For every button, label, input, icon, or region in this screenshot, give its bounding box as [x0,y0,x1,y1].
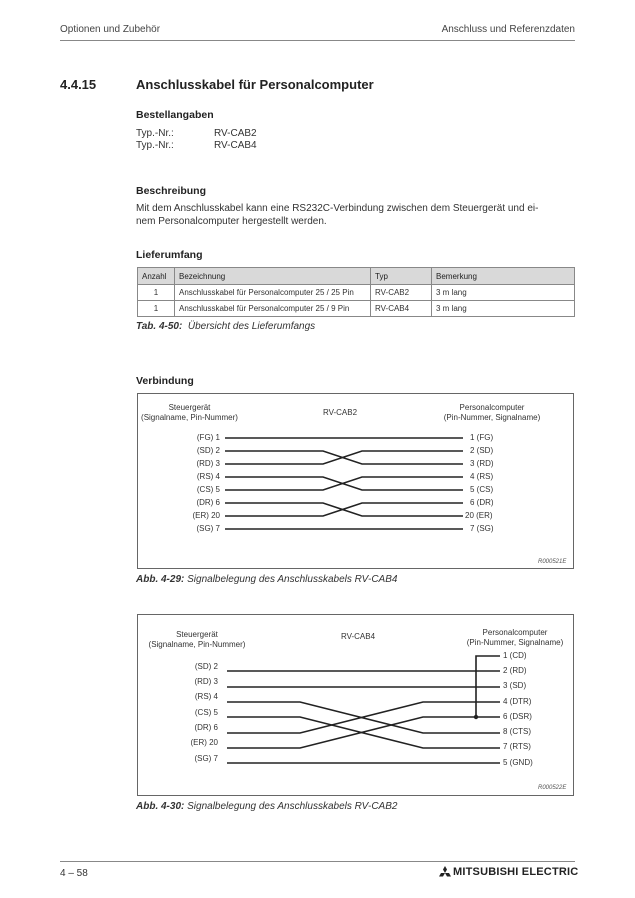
footer-rule [60,861,575,862]
diagram2-right-pin: 4 (DTR) [503,697,532,706]
diagram1-right-pin: 1 (FG) [470,433,494,442]
diagram1-right-title-2: (Pin-Nummer, Signalname) [443,413,541,422]
col-bemerkung: Bemerkung [432,268,575,285]
diagram2-right-pin: 6 (DSR) [503,712,532,721]
table-caption-text: Übersicht des Lieferumfangs [187,321,316,332]
diagram1-left-pin: (RS) 4 [196,472,220,481]
diagram1-left-pin: (FG) 1 [196,433,220,442]
diagram2-right-pin: 1 (CD) [503,651,527,660]
diagram1-left-pin: (ER) 20 [192,511,220,520]
description-line-2: nem Personalcomputer hergestellt werden. [136,216,327,227]
diagram1-right-pin: 7 (SG) [470,524,494,533]
diagram1-left-pin: (RD) 3 [196,459,220,468]
diagram2-left-pin: (RS) 4 [194,692,218,701]
col-typ: Typ [371,268,432,285]
diagram1-right-pin: 4 (RS) [470,472,494,481]
cell-anzahl: 1 [138,301,175,317]
cell-bezeichnung: Anschlusskabel für Personalcomputer 25 / 25 Pin [175,285,371,301]
diagram1-cable-name: RV-CAB2 [322,408,358,417]
figure1-caption-text: Signalbelegung des Anschlusskabels RV-CAB4 [187,574,398,585]
section-number: 4.4.15 [60,77,97,92]
cell-typ: RV-CAB2 [371,285,432,301]
page-number: 4 – 58 [60,868,88,879]
order-label-1: Typ.-Nr.: [136,128,174,139]
cell-bezeichnung: Anschlusskabel für Personalcomputer 25 / 9 Pin [175,301,371,317]
header-left: Optionen und Zubehör [60,24,161,35]
diagram2-left-pin: (SD) 2 [194,662,218,671]
figure2-caption-text: Signalbelegung des Anschlusskabels RV-CAB2 [187,801,398,812]
diagram1-left-pin: (DR) 6 [196,498,220,507]
diagram1-right-pin: 2 (SD) [470,446,494,455]
brand-name: MITSUBISHI ELECTRIC [453,866,579,878]
diagram1-right-pin: 5 (CS) [470,485,494,494]
scope-heading: Lieferumfang [136,249,203,261]
col-bezeichnung: Bezeichnung [175,268,371,285]
diagram1-right-pin: 20 (ER) [465,511,493,520]
diagram2-left-pin: (CS) 5 [194,708,218,717]
diagram2-right-pin: 3 (SD) [503,681,527,690]
table-caption-number: Tab. 4-50: [136,321,183,332]
figure2-caption-number: Abb. 4-30: [136,801,185,812]
figure2-caption [136,801,397,812]
diagram2-right-pin: 2 (RD) [503,666,527,675]
diagram1-right-pin: 6 (DR) [470,498,494,507]
diagram1-left-title-1: Steuergerät [168,403,211,412]
order-value-1: RV-CAB2 [214,128,257,139]
header-right: Anschluss und Referenzdaten [441,24,575,35]
diagram2-left-title-1: Steuergerät [176,630,218,639]
diagram1-left-pin: (SD) 2 [196,446,220,455]
description-heading: Beschreibung [136,185,207,197]
order-value-2: RV-CAB4 [214,140,257,151]
order-heading: Bestellangaben [136,109,214,121]
diagram2-left-pin: (DR) 6 [194,723,218,732]
cell-bemerkung: 3 m lang [432,301,575,317]
description-line-1: Mit dem Anschlusskabel kann eine RS232C-Verbindung zwischen dem Steuergerät und ei- [136,203,539,214]
connection-heading: Verbindung [136,375,194,387]
diagram2-right-title-1: Personalcomputer [482,628,548,637]
diagram2-left-pin: (RD) 3 [194,677,218,686]
diagram1-right-pin: 3 (RD) [470,459,494,468]
diagram1-left-pin: (SG) 7 [196,524,220,533]
cell-typ: RV-CAB4 [371,301,432,317]
diagram2-left-pin: (SG) 7 [194,754,218,763]
diagram1-code: R000521E [538,559,567,565]
diagram2-right-pin: 7 (RTS) [503,742,531,751]
section-title: Anschlusskabel für Personalcomputer [136,77,374,92]
cell-bemerkung: 3 m lang [432,285,575,301]
diagram2-code: R000522E [538,785,567,791]
diagram2-left-title-2: (Signalname, Pin-Nummer) [148,640,246,649]
diagram1-left-pin: (CS) 5 [196,485,220,494]
diagram2-left-pin: (ER) 20 [190,738,218,747]
diagram2-right-pin: 8 (CTS) [503,727,531,736]
diagram2-right-title-2: (Pin-Nummer, Signalname) [466,638,564,647]
figure1-caption-number: Abb. 4-29: [136,574,185,585]
diagram1-left-title-2: (Signalname, Pin-Nummer) [141,413,238,422]
figure1-caption [136,574,397,585]
col-anzahl: Anzahl [138,268,175,285]
diagram1-right-title-1: Personalcomputer [459,403,525,412]
order-label-2: Typ.-Nr.: [136,140,174,151]
cell-anzahl: 1 [138,285,175,301]
diagram2-right-pin: 5 (GND) [503,758,533,767]
diagram2-cable-name: RV-CAB4 [340,632,376,641]
mitsubishi-logo-icon [438,866,452,878]
